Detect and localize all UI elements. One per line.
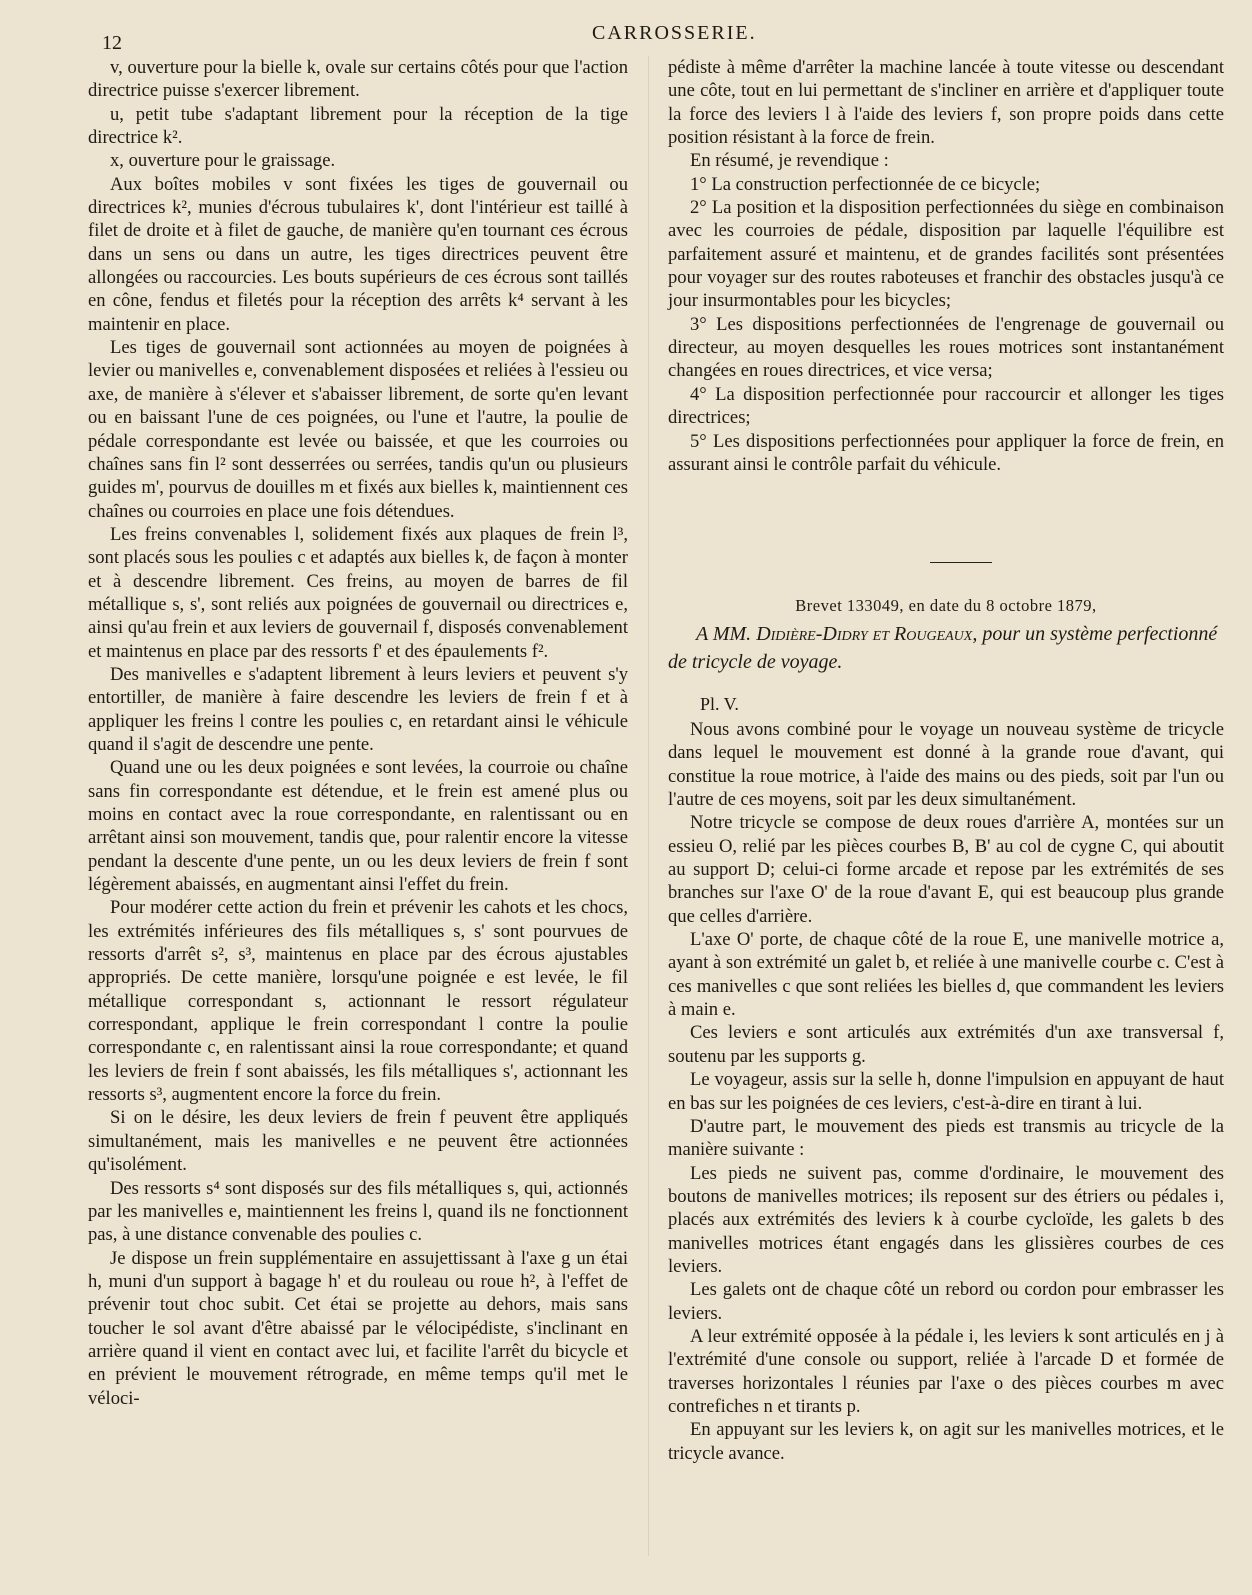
running-head: CARROSSERIE.	[592, 22, 757, 44]
brevet-names: Didière-Didry et Rougeaux	[756, 623, 973, 645]
paragraph: x, ouverture pour le graissage.	[110, 150, 336, 172]
paragraph: u, petit tube s'adaptant librement pour la réception de la tige directrice k².	[88, 103, 628, 149]
claim-item: 4° La disposition perfectionnée pour raccourcir et allonger les tiges directrices;	[668, 383, 1224, 429]
paragraph: D'autre part, le mouvement des pieds est transmis au tricycle de la manière suivante :	[668, 1115, 1224, 1161]
brevet-line: Brevet 133049, en date du 8 octobre 1879,	[795, 596, 1097, 615]
paragraph: Nous avons combiné pour le voyage un nouveau système de tricycle dans lequel le mouvement est donné à la grande roue d'avant, qui constitue la roue motrice, à l'aide des mains ou des pieds, soit par l'un ou l'autre de ces moyens, soit par les deux simultanément.	[668, 719, 1224, 811]
right-column-top	[668, 56, 1224, 476]
paragraph: Je dispose un frein supplémentaire en assujettissant à l'axe g un étai h, muni d'un support à bagage h' et du rouleau ou roue h², à l'effet de prévenir tout choc subit. Cet étai se projette au dehors, mais sans toucher le sol avant d'être abaissé par le vélocipédiste, s'inclinant en arrière quand il vient en contact avec lui, et facilite l'arrêt du bicycle et en prévient le mouvement rétrograde, en même temps qu'il met le véloci-	[88, 1247, 628, 1409]
column-gutter	[648, 56, 649, 1556]
paragraph: Le voyageur, assis sur la selle h, donne l'impulsion en appuyant de haut en bas sur les poignées de ces leviers, c'est-à-dire en tirant à lui.	[668, 1069, 1224, 1114]
paragraph: Des manivelles e s'adaptent librement à leurs leviers et peuvent s'y entortiller, de manière à faire descendre les leviers de frein f et à appliquer les freins l contre les poulies c, en retardant ainsi le véhicule quand il s'agit de descendre une pente.	[88, 663, 628, 755]
claim-item: 2° La position et la disposition perfectionnées du siège en combinaison avec les courroies de pédale, disposition par laquelle l'équilibre est parfaitement assuré et maintenu, et de grandes facilités sont présentées pour voyager sur des routes raboteuses et franchir des obstacles jusqu'à ce jour insurmontables pour les bicycles;	[668, 197, 1224, 312]
paragraph: Les freins convenables l, solidement fixés aux plaques de frein l³, sont placés sous les poulies c et adaptés aux bielles k, de façon à monter et à descendre librement. Ces freins, au moyen de barres de fil métallique s, s', sont reliés aux poignées de gouvernail ou directrices e, ainsi qu'au frein et aux leviers de gouvernail f, disposés convenablement et maintenus en place par des ressorts f' et des épaulements f².	[88, 523, 628, 662]
paragraph: Aux boîtes mobiles v sont fixées les tiges de gouvernail ou directrices k², munies d'écrous tubulaires k', dont l'intérieur est taillé à filet de droite et à filet de gauche, de manière qu'en tournant ces écrous dans un sens ou dans un autre, les tiges directrices peuvent être allongées ou raccourcies. Les bouts supérieurs de ces écrous sont taillés en cône, fendus et filetés pour la réception des arrêts k⁴ servant à les maintenir en place.	[88, 173, 628, 335]
page-number: 12	[102, 32, 122, 54]
paragraph: En résumé, je revendique :	[690, 150, 889, 172]
claim-item: 1° La construction perfectionnée de ce bicycle;	[690, 173, 1041, 195]
paragraph: Les pieds ne suivent pas, comme d'ordinaire, le mouvement des boutons de manivelles motrices; ils reposent sur des étriers ou pédales i, placés aux extrémités des leviers k à courbe cycloïde, les galets b des manivelles motrices étant engagés dans les glissières courbes de ces leviers.	[668, 1162, 1224, 1277]
brevet-title	[668, 620, 1224, 676]
left-column	[88, 56, 628, 1410]
right-column-bottom	[668, 718, 1224, 1465]
paragraph: Les tiges de gouvernail sont actionnées au moyen de poignées à levier ou manivelles e, convenablement disposées et reliées à l'essieu ou axe, de manière à s'élever et s'abaisser librement, de sorte qu'en levant ou en baissant l'une de ces poignées, ou l'une et l'autre, la poulie de pédale correspondante est levée ou baissée, et que les courroies ou chaînes sans fin l² sont desserrées ou serrées, tandis qu'un ou plusieurs guides m', pourvus de douilles m et fixés aux bielles k, maintiennent ces chaînes ou courroies en place une fois détendues.	[88, 337, 628, 522]
paragraph: v, ouverture pour la bielle k, ovale sur certains côtés pour que l'action directrice puisse s'exercer librement.	[88, 57, 628, 102]
section-divider	[930, 562, 992, 563]
paragraph: Les galets ont de chaque côté un rebord ou cordon pour embrasser les leviers.	[668, 1279, 1224, 1324]
paragraph: Ces leviers e sont articulés aux extrémités d'un axe transversal f, soutenu par les supports g.	[668, 1022, 1224, 1067]
paragraph: Si on le désire, les deux leviers de frein f peuvent être appliqués simultanément, mais les manivelles e ne peuvent être actionnées qu'isolément.	[88, 1107, 628, 1176]
plate-reference: Pl. V.	[700, 694, 739, 714]
paragraph: pédiste à même d'arrêter la machine lancée à toute vitesse ou descendant une côte, tout en lui permettant de s'incliner en arrière et d'appliquer toute la force des leviers l à l'aide des leviers f, son propre poids dans cette position résistant à la force de frein.	[668, 57, 1224, 149]
paragraph: A leur extrémité opposée à la pédale i, les leviers k sont articulés en j à l'extrémité d'une console ou support, reliée à l'arcade D et formée de traverses horizontales l réunies par l'axe o des pièces courbes m avec contrefiches n et tirants p.	[668, 1325, 1224, 1417]
claim-item: 5° Les dispositions perfectionnées pour appliquer la force de frein, en assurant ainsi le contrôle parfait du véhicule.	[668, 430, 1224, 475]
paragraph: Pour modérer cette action du frein et prévenir les cahots et les chocs, les extrémités inférieures des fils métalliques s, s' sont pourvues de ressorts d'arrêt s², s³, maintenus en place par des écrous ajustables appropriés. De cette manière, lorsqu'une poignée e est levée, le fil métallique correspondant s, actionnant le ressort régulateur correspondant, applique le frein correspondant l contre la poulie correspondante c, en ralentissant ainsi la roue correspondante; et quand les leviers de frein f sont abaissés, les fils métalliques s', actionnant les ressorts s³, augmentent encore la force du frein.	[88, 897, 628, 1106]
brevet-title-rest: , pour un système perfectionné de tricycle de voyage.	[668, 623, 1218, 673]
paragraph: En appuyant sur les leviers k, on agit sur les manivelles motrices, et le tricycle avance.	[668, 1419, 1224, 1464]
claim-item: 3° Les dispositions perfectionnées de l'engrenage de gouvernail ou directeur, au moyen desquelles les roues motrices sont instantanément changées en roues directrices, et vice versa;	[668, 313, 1224, 382]
brevet-title-prefix: A MM.	[696, 623, 757, 645]
paragraph: L'axe O' porte, de chaque côté de la roue E, une manivelle motrice a, ayant à son extrémité un galet b, et reliée à une manivelle courbe c. C'est à ces manivelles c que sont reliées les bielles d, que commandent les leviers à main e.	[668, 929, 1224, 1021]
paragraph: Des ressorts s⁴ sont disposés sur des fils métalliques s, qui, actionnés par les manivelles e, maintiennent les freins l, quand ils ne fonctionnent pas, à une distance convenable des poulies c.	[88, 1177, 628, 1246]
paragraph: Notre tricycle se compose de deux roues d'arrière A, montées sur un essieu O, relié par les pièces courbes B, B' au col de cygne C, qui aboutit au support D; celui-ci forme arcade et repose par les extrémités de ses branches sur l'axe O' de la roue d'avant E, qui est beaucoup plus grande que celles d'arrière.	[668, 812, 1224, 927]
paragraph: Quand une ou les deux poignées e sont levées, la courroie ou chaîne sans fin correspondante est détendue, et le frein est amené plus ou moins en contact avec la roue correspondante, en ralentissant ou en arrêtant ainsi son mouvement, tandis que, pour ralentir encore la vitesse pendant la descente d'une pente, un ou les deux leviers de frein f sont légèrement abaissés, en augmentant ainsi l'effet du frein.	[88, 757, 628, 896]
